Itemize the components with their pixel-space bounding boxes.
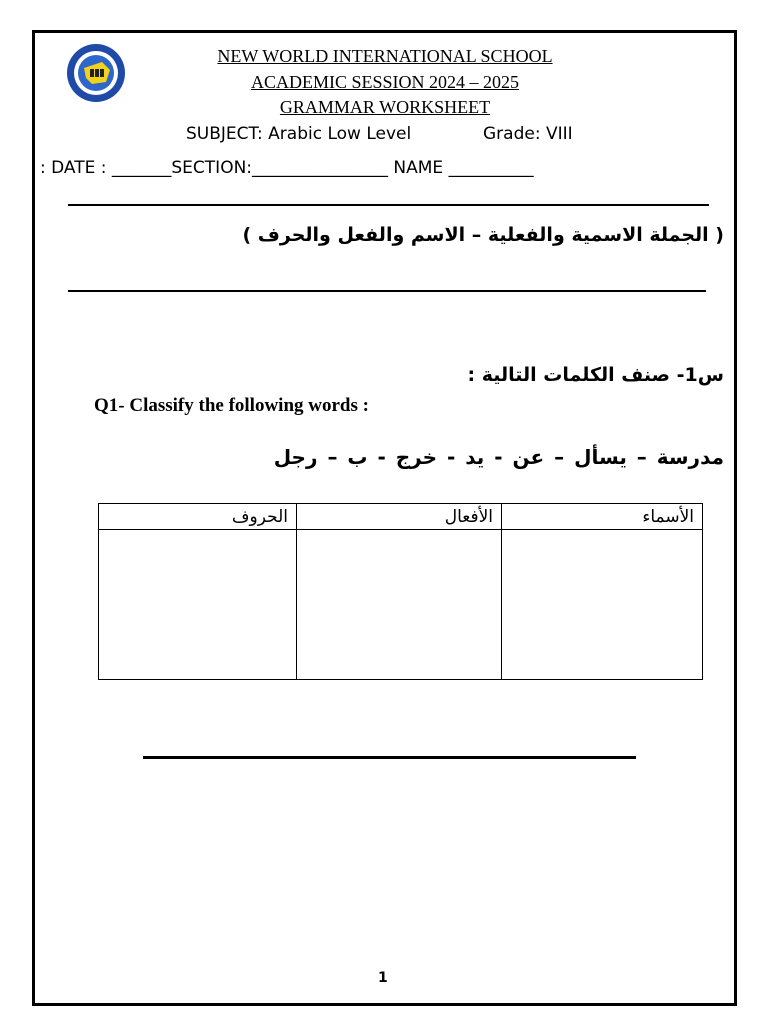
question-english: Q1- Classify the following words : — [94, 395, 369, 416]
student-info-line: : DATE : _______SECTION:________________ NAME __________ — [40, 158, 534, 178]
column-header-verbs: الأفعال — [297, 504, 502, 530]
table-answer-row — [99, 530, 703, 680]
question-arabic: س1- صنف الكلمات التالية : — [467, 364, 724, 386]
column-header-nouns: الأسماء — [502, 504, 703, 530]
answer-cell-nouns[interactable] — [502, 530, 703, 680]
academic-session: ACADEMIC SESSION 2024 – 2025 — [250, 72, 520, 92]
column-header-letters: الحروف — [99, 504, 297, 530]
divider-title — [68, 290, 706, 292]
worksheet-title: GRAMMAR WORKSHEET — [279, 97, 491, 117]
classification-table — [98, 503, 703, 680]
grade-label: Grade: VIII — [483, 124, 573, 144]
answer-cell-letters[interactable] — [99, 530, 297, 680]
word-list: مدرسة – يسأل – عن - يد - خرج - ب – رجل — [273, 445, 724, 469]
table-header-row — [99, 504, 703, 530]
answer-cell-verbs[interactable] — [297, 530, 502, 680]
divider-top — [68, 204, 709, 206]
divider-bottom — [143, 756, 636, 759]
school-name: NEW WORLD INTERNATIONAL SCHOOL — [217, 46, 553, 66]
page-number: 1 — [378, 970, 388, 986]
subject-label: SUBJECT: Arabic Low Level — [186, 124, 412, 144]
lesson-title: ( الجملة الاسمية والفعلية – الاسم والفعل والحرف ) — [242, 224, 724, 246]
